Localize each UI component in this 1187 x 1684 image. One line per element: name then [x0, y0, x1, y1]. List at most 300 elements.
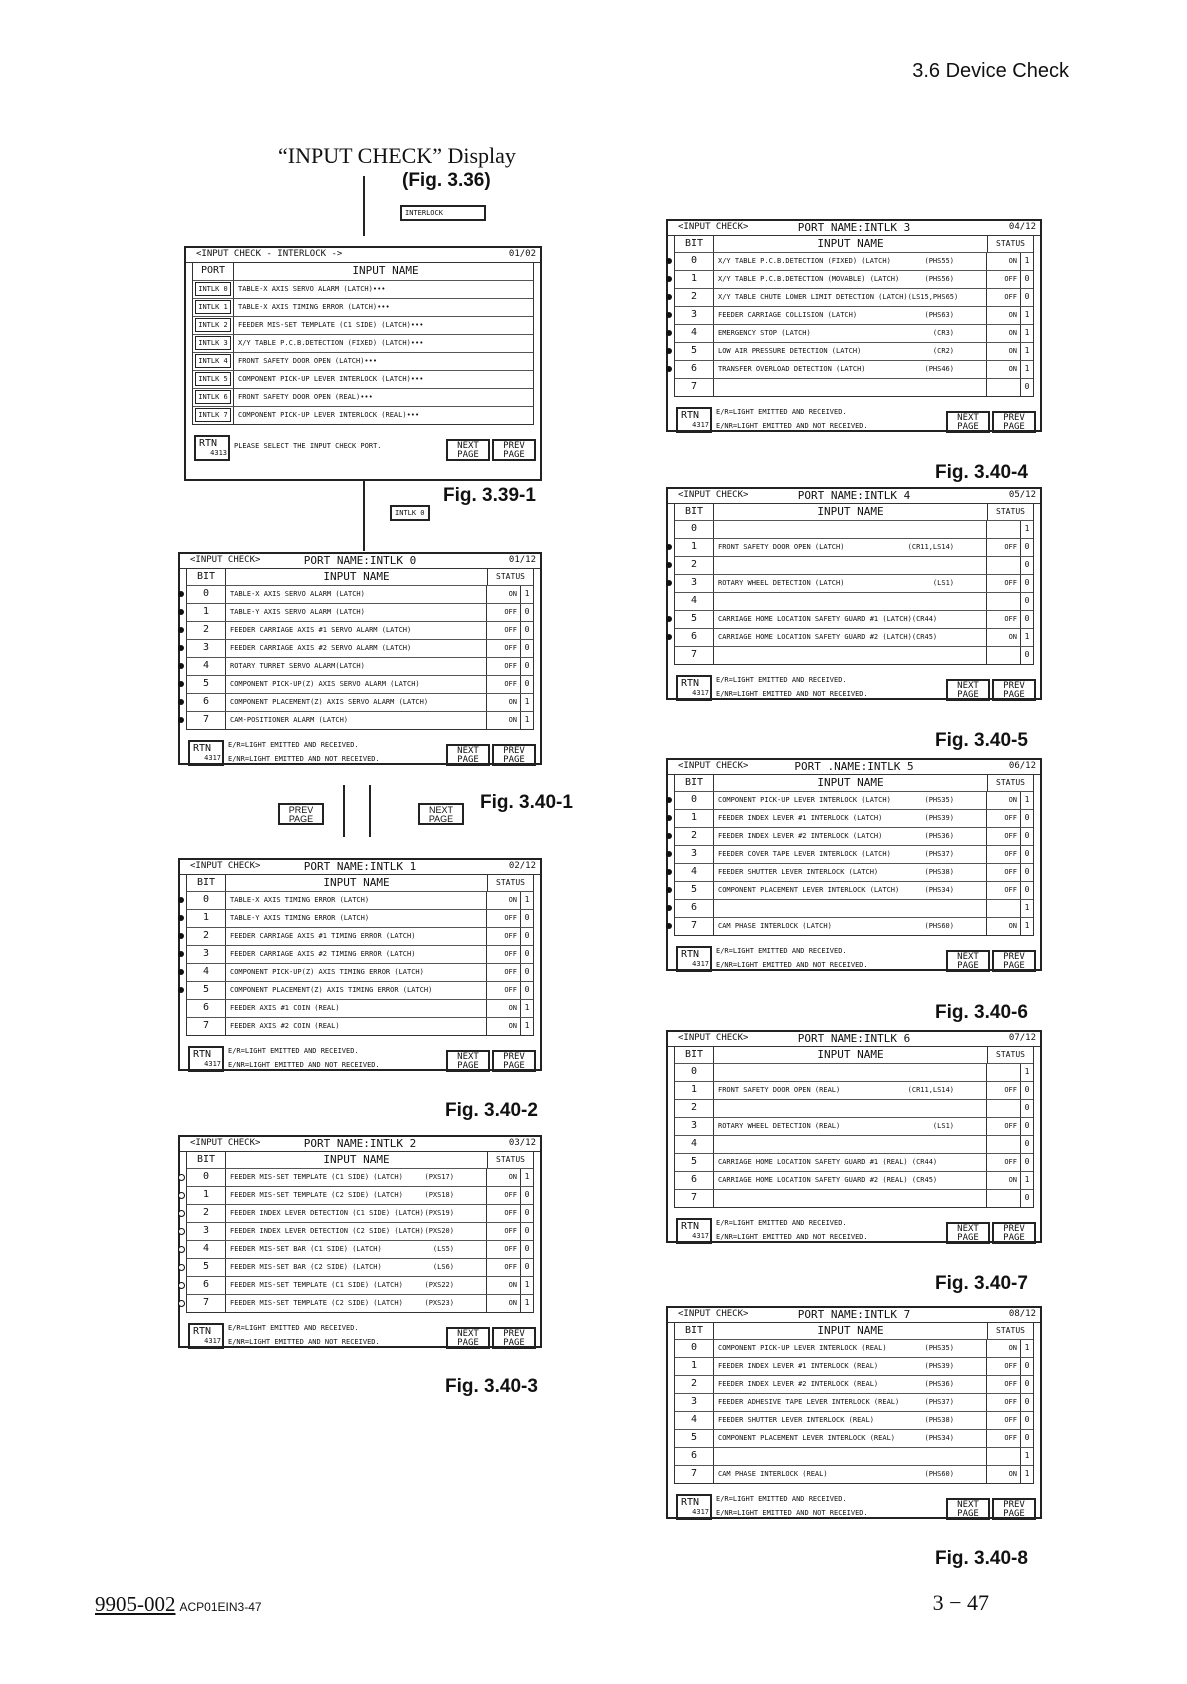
bit-cell: 0	[187, 586, 226, 603]
prev-page-button[interactable]: PREV PAGE	[492, 439, 536, 461]
value-cell: 0	[1024, 1397, 1030, 1406]
table-row	[187, 676, 533, 694]
legend-enr: E/NR=LIGHT EMITTED AND NOT RECEIVED.	[716, 1509, 868, 1517]
input-check-panel	[666, 487, 1042, 700]
sensor-code: (CR11,LS14)	[907, 1086, 954, 1094]
port-row[interactable]	[193, 371, 533, 389]
table-row	[675, 325, 1033, 343]
table-row	[675, 539, 1033, 557]
bit-cell: 5	[675, 343, 714, 360]
port-row[interactable]	[193, 407, 533, 424]
port-key[interactable]: INTLK 1	[193, 299, 234, 316]
panel-title: <INPUT CHECK>	[190, 1138, 261, 1148]
port-input-name: FRONT SAFETY DOOR OPEN (LATCH)•••	[238, 357, 378, 365]
status-cell: OFF	[987, 611, 1021, 628]
panel-header	[180, 554, 540, 569]
value-cell: 0	[524, 985, 530, 994]
table-row	[675, 521, 1033, 539]
prev-page-button[interactable]: PREV PAGE	[992, 679, 1036, 701]
panel-footer	[180, 1313, 540, 1355]
intlk0-key[interactable]: INTLK 0	[390, 505, 430, 521]
bullet-icon	[178, 681, 184, 687]
bit-cell: 1	[675, 1358, 714, 1375]
port-row[interactable]	[193, 317, 533, 335]
input-name-cell: FEEDER COVER TAPE LEVER INTERLOCK (LATCH) (PHS37)	[714, 846, 987, 863]
prev-page-button[interactable]: PREV PAGE	[992, 411, 1036, 433]
sensor-code: (PHS60)	[924, 1470, 954, 1478]
bullet-icon	[178, 987, 184, 993]
bullet-icon	[178, 951, 184, 957]
status-cell: OFF	[487, 1241, 521, 1258]
status-cell: OFF	[987, 575, 1021, 592]
rtn-button[interactable]: RTN 4317	[676, 675, 712, 701]
value-cell: 0	[524, 1208, 530, 1217]
port-row[interactable]	[193, 389, 533, 407]
table-row	[187, 1241, 533, 1259]
bit-cell: 2	[675, 1100, 714, 1117]
input-name-cell: EMERGENCY STOP (LATCH) (CR3)	[714, 325, 987, 342]
next-page-button[interactable]: NEXT PAGE	[946, 1222, 990, 1244]
status-cell: ON	[487, 1295, 521, 1312]
value-cell: 0	[1024, 1085, 1030, 1094]
panel-page: 01/02	[508, 249, 536, 259]
table-row	[675, 253, 1033, 271]
value-cell: 1	[1024, 1343, 1030, 1352]
table-row	[187, 1223, 533, 1241]
panel-footer	[668, 936, 1040, 978]
sensor-code: (LS1)	[932, 579, 954, 587]
input-name-cell: FEEDER MIS-SET TEMPLATE (C2 SIDE) (LATCH) (PXS23)	[226, 1295, 487, 1312]
input-name-cell: COMPONENT PLACEMENT LEVER INTERLOCK (REAL) (PHS34)	[714, 1430, 987, 1447]
table-row	[675, 1340, 1033, 1358]
sensor-code: (PHS36)	[924, 832, 954, 840]
sensor-code: (PXS22)	[424, 1281, 454, 1289]
value-cell: 0	[524, 1244, 530, 1253]
table-row	[675, 557, 1033, 575]
bit-cell: 7	[675, 379, 714, 396]
status-header: STATUS	[496, 878, 525, 887]
value-cell: 1	[1024, 256, 1030, 265]
panel-header	[668, 489, 1040, 504]
table-header	[675, 1323, 1033, 1340]
status-cell: ON	[487, 694, 521, 711]
input-name-cell: CARRIAGE HOME LOCATION SAFETY GUARD #2 (LATCH)(CR45)	[714, 629, 987, 646]
table-row	[675, 647, 1033, 664]
bit-cell: 2	[675, 1376, 714, 1393]
doc-code: ACP01EIN3-47	[179, 1600, 262, 1614]
fig-label-3-36: (Fig. 3.36)	[402, 170, 491, 191]
sensor-code: (PXS19)	[424, 1209, 454, 1217]
bit-cell: 7	[675, 1466, 714, 1483]
status-cell	[987, 593, 1021, 610]
sensor-code: (LS6)	[432, 1263, 454, 1271]
next-page-button[interactable]: NEXT PAGE	[946, 950, 990, 972]
table-row	[675, 593, 1033, 611]
status-cell: ON	[987, 343, 1021, 360]
input-name-cell: FEEDER INDEX LEVER #1 INTERLOCK (REAL) (PHS39)	[714, 1358, 987, 1375]
ring-icon	[178, 1174, 185, 1181]
table-header	[675, 1047, 1033, 1064]
table-header	[675, 504, 1033, 521]
input-name-cell: FEEDER AXIS #1 COIN (REAL)	[226, 1000, 487, 1017]
ring-icon	[178, 1228, 185, 1235]
bit-cell: 3	[675, 846, 714, 863]
port-key[interactable]: INTLK 6	[193, 389, 234, 406]
status-cell: OFF	[487, 910, 521, 927]
panel-page: 04/12	[1008, 222, 1036, 232]
legend-enr: E/NR=LIGHT EMITTED AND NOT RECEIVED.	[228, 1338, 380, 1346]
input-name-header: INPUT NAME	[714, 775, 988, 791]
bit-cell: 0	[187, 892, 226, 909]
next-page-button[interactable]: NEXT PAGE	[946, 1498, 990, 1520]
bullet-icon	[666, 312, 672, 318]
input-name-cell: FEEDER AXIS #2 COIN (REAL)	[226, 1018, 487, 1035]
status-cell: OFF	[987, 864, 1021, 881]
rtn-button[interactable]: RTN 4313	[194, 435, 230, 461]
table-row	[675, 1394, 1033, 1412]
table-row	[187, 622, 533, 640]
rtn-button[interactable]: RTN 4317	[676, 1494, 712, 1520]
input-name-cell: FEEDER MIS-SET TEMPLATE (C1 SIDE) (LATCH) (PXS17)	[226, 1169, 487, 1186]
bit-cell: 2	[675, 828, 714, 845]
input-name-cell	[714, 1100, 987, 1117]
table-row	[187, 586, 533, 604]
page-number: 3 − 47	[932, 1590, 989, 1615]
table-header	[187, 875, 533, 892]
input-name-cell: COMPONENT PICK-UP LEVER INTERLOCK (REAL) (PHS35)	[714, 1340, 987, 1357]
bullet-icon	[666, 580, 672, 586]
bit-cell: 7	[187, 1018, 226, 1035]
input-name-cell: FEEDER INDEX LEVER DETECTION (C1 SIDE) (LATCH) (PXS19)	[226, 1205, 487, 1222]
port-key[interactable]: INTLK 3	[193, 335, 234, 352]
prev-page-button[interactable]: PREV PAGE	[492, 744, 536, 766]
input-name-cell: X/Y TABLE CHUTE LOWER LIMIT DETECTION (LATCH)(LS15,PHS65)	[714, 289, 987, 306]
input-name-cell: COMPONENT PLACEMENT(Z) AXIS SERVO ALARM (LATCH)	[226, 694, 487, 711]
status-cell: OFF	[487, 622, 521, 639]
status-cell	[987, 1100, 1021, 1117]
rtn-button[interactable]: RTN 4317	[188, 1046, 224, 1072]
port-input-name: COMPONENT PICK-UP LEVER INTERLOCK (LATCH)•••	[238, 375, 424, 383]
input-name-cell: CAM PHASE INTERLOCK (LATCH) (PHS60)	[714, 918, 987, 935]
input-name-cell: FEEDER INDEX LEVER #1 INTERLOCK (LATCH) (PHS39)	[714, 810, 987, 827]
fig-label-3-40-7: Fig. 3.40-7	[935, 1273, 1028, 1294]
input-name-cell: FEEDER CARRIAGE COLLISION (LATCH) (PHS63)	[714, 307, 987, 324]
status-cell: OFF	[487, 928, 521, 945]
bit-cell: 1	[187, 910, 226, 927]
bit-cell: 4	[675, 325, 714, 342]
sensor-code: (PHS36)	[924, 1380, 954, 1388]
bit-cell: 2	[187, 622, 226, 639]
bit-cell: 7	[675, 647, 714, 664]
legend	[716, 673, 868, 701]
panel-footer	[668, 665, 1040, 707]
status-cell	[987, 647, 1021, 664]
value-cell: 1	[1024, 795, 1030, 804]
legend-enr: E/NR=LIGHT EMITTED AND NOT RECEIVED.	[716, 422, 868, 430]
table-row	[675, 882, 1033, 900]
bit-cell: 4	[187, 964, 226, 981]
ring-icon	[178, 1210, 185, 1217]
input-name-cell: FEEDER MIS-SET TEMPLATE (C2 SIDE) (LATCH) (PXS18)	[226, 1187, 487, 1204]
table-row	[675, 289, 1033, 307]
value-cell: 0	[524, 625, 530, 634]
value-cell: 0	[1024, 1361, 1030, 1370]
next-page-button[interactable]: NEXT PAGE	[446, 1050, 490, 1072]
next-page-button[interactable]: NEXT PAGE	[446, 439, 490, 461]
bullet-icon	[666, 276, 672, 282]
port-table-header	[193, 263, 533, 281]
input-name-cell: TABLE-X AXIS SERVO ALARM (LATCH)	[226, 586, 487, 603]
table-row	[675, 271, 1033, 289]
bullet-icon	[666, 869, 672, 875]
value-cell: 0	[524, 949, 530, 958]
table-row	[675, 379, 1033, 396]
table-row	[675, 918, 1033, 935]
status-cell: OFF	[487, 658, 521, 675]
prev-page-key[interactable]: PREV PAGE	[278, 803, 324, 825]
status-cell: ON	[487, 892, 521, 909]
prev-page-button[interactable]: PREV PAGE	[992, 950, 1036, 972]
port-key[interactable]: INTLK 4	[193, 353, 234, 370]
input-name-header: INPUT NAME	[714, 236, 988, 252]
port-name: PORT NAME:INTLK 1	[303, 860, 417, 873]
sensor-code: (CR2)	[932, 347, 954, 355]
input-name-header: INPUT NAME	[714, 504, 988, 520]
bit-cell: 5	[675, 1154, 714, 1171]
input-name-cell: ROTARY WHEEL DETECTION (LATCH) (LS1)	[714, 575, 987, 592]
bullet-icon	[666, 833, 672, 839]
port-input-name: FEEDER MIS-SET TEMPLATE (C1 SIDE) (LATCH)•••	[238, 321, 424, 329]
table-row	[187, 964, 533, 982]
display-title: “INPUT CHECK” Display	[278, 143, 516, 168]
bit-cell: 7	[187, 1295, 226, 1312]
bit-cell: 5	[675, 882, 714, 899]
sensor-code: (PHS35)	[924, 1344, 954, 1352]
bit-cell: 7	[675, 1190, 714, 1207]
sensor-code: (PHS38)	[924, 868, 954, 876]
input-name-cell	[714, 1064, 987, 1081]
port-name: PORT .NAME:INTLK 5	[794, 760, 914, 773]
prev-page-button[interactable]: PREV PAGE	[492, 1050, 536, 1072]
value-cell: 1	[1024, 903, 1030, 912]
status-cell: ON	[487, 1000, 521, 1017]
status-cell: ON	[987, 307, 1021, 324]
status-cell: OFF	[987, 539, 1021, 556]
port-input-name: TABLE-X AXIS TIMING ERROR (LATCH)•••	[238, 303, 390, 311]
status-cell: ON	[987, 1172, 1021, 1189]
bit-cell: 1	[187, 604, 226, 621]
status-cell: OFF	[987, 828, 1021, 845]
input-name-cell: COMPONENT PICK-UP LEVER INTERLOCK (LATCH) (PHS35)	[714, 792, 987, 809]
panel-page: 03/12	[508, 1138, 536, 1148]
status-cell	[987, 1136, 1021, 1153]
bit-header: BIT	[675, 236, 714, 252]
input-table	[674, 775, 1034, 936]
legend-er: E/R=LIGHT EMITTED AND RECEIVED.	[716, 947, 847, 955]
bit-cell: 6	[675, 1448, 714, 1465]
table-row	[187, 640, 533, 658]
port-key[interactable]: INTLK 5	[193, 371, 234, 388]
port-row[interactable]	[193, 335, 533, 353]
sensor-code: (PHS35)	[924, 796, 954, 804]
value-cell: 0	[1024, 542, 1030, 551]
status-cell: OFF	[987, 1118, 1021, 1135]
input-table	[186, 1152, 534, 1313]
bit-cell: 4	[675, 864, 714, 881]
bit-cell: 0	[675, 253, 714, 270]
rtn-button[interactable]: RTN 4317	[188, 740, 224, 766]
value-cell: 1	[524, 1003, 530, 1012]
bullet-icon	[178, 717, 184, 723]
table-row	[675, 1082, 1033, 1100]
status-cell: ON	[987, 1340, 1021, 1357]
input-name-cell: X/Y TABLE P.C.B.DETECTION (MOVABLE) (LATCH) (PHS56)	[714, 271, 987, 288]
legend-er: E/R=LIGHT EMITTED AND RECEIVED.	[228, 1324, 359, 1332]
rtn-button[interactable]: RTN 4317	[676, 1218, 712, 1244]
input-name-col-header: INPUT NAME	[352, 264, 419, 277]
legend-enr: E/NR=LIGHT EMITTED AND NOT RECEIVED.	[716, 1233, 868, 1241]
bit-header: BIT	[675, 1047, 714, 1063]
value-cell: 1	[524, 1021, 530, 1030]
port-row[interactable]	[193, 281, 533, 299]
table-row	[675, 864, 1033, 882]
status-header: STATUS	[996, 239, 1025, 248]
input-name-cell: COMPONENT PLACEMENT LEVER INTERLOCK (LATCH) (PHS34)	[714, 882, 987, 899]
input-check-panel	[666, 1306, 1042, 1519]
legend	[228, 1321, 380, 1349]
port-key[interactable]: INTLK 2	[193, 317, 234, 334]
bullet-icon	[666, 258, 672, 264]
input-check-panel	[666, 1030, 1042, 1243]
status-cell	[987, 1190, 1021, 1207]
sensor-code: (CR11,LS14)	[907, 543, 954, 551]
input-name-cell: FEEDER CARRIAGE AXIS #1 SERVO ALARM (LATCH)	[226, 622, 487, 639]
input-name-cell: ROTARY TURRET SERVO ALARM(LATCH)	[226, 658, 487, 675]
fig-label-3-40-5: Fig. 3.40-5	[935, 730, 1028, 751]
input-name-cell	[714, 1190, 987, 1207]
value-cell: 0	[1024, 1379, 1030, 1388]
value-cell: 0	[524, 661, 530, 670]
bit-header: BIT	[675, 504, 714, 520]
bit-header: BIT	[675, 775, 714, 791]
bit-cell: 3	[675, 1118, 714, 1135]
table-row	[187, 1295, 533, 1312]
input-name-header: INPUT NAME	[226, 1152, 488, 1168]
value-cell: 1	[524, 895, 530, 904]
value-cell: 0	[1024, 849, 1030, 858]
ring-icon	[178, 1300, 185, 1307]
input-table	[186, 875, 534, 1036]
sensor-code: (LS5)	[432, 1245, 454, 1253]
status-cell: OFF	[987, 1376, 1021, 1393]
value-cell: 1	[524, 1280, 530, 1289]
table-row	[187, 892, 533, 910]
input-name-cell	[714, 1448, 987, 1465]
port-row[interactable]	[193, 299, 533, 317]
bullet-icon	[666, 815, 672, 821]
sensor-code: (PXS23)	[424, 1299, 454, 1307]
value-cell: 0	[1024, 1415, 1030, 1424]
prev-page-button[interactable]: PREV PAGE	[992, 1222, 1036, 1244]
sensor-code: (PHS56)	[924, 275, 954, 283]
input-name-cell	[714, 900, 987, 917]
input-name-cell: FRONT SAFETY DOOR OPEN (LATCH) (CR11,LS14)	[714, 539, 987, 556]
legend	[716, 1216, 868, 1244]
input-name-cell: FEEDER CARRIAGE AXIS #1 TIMING ERROR (LATCH)	[226, 928, 487, 945]
status-cell: OFF	[487, 1187, 521, 1204]
value-cell: 1	[1024, 1469, 1030, 1478]
port-key[interactable]: INTLK 0	[193, 281, 234, 298]
rtn-button[interactable]: RTN 4317	[188, 1323, 224, 1349]
bit-cell: 6	[187, 1000, 226, 1017]
input-name-cell: TRANSFER OVERLOAD DETECTION (LATCH) (PHS46)	[714, 361, 987, 378]
value-cell: 1	[1024, 310, 1030, 319]
table-row	[187, 982, 533, 1000]
input-name-header: INPUT NAME	[226, 569, 488, 585]
next-page-button[interactable]: NEXT PAGE	[446, 744, 490, 766]
value-cell: 1	[1024, 1067, 1030, 1076]
table-row	[187, 1000, 533, 1018]
port-key[interactable]: INTLK 7	[193, 407, 234, 424]
bit-cell: 3	[675, 307, 714, 324]
ring-icon	[178, 1264, 185, 1271]
port-row[interactable]	[193, 353, 533, 371]
input-name-cell: FEEDER MIS-SET BAR (C2 SIDE) (LATCH) (LS6)	[226, 1259, 487, 1276]
bit-cell: 4	[187, 1241, 226, 1258]
status-cell: OFF	[487, 1205, 521, 1222]
port-name: PORT NAME:INTLK 6	[797, 1032, 911, 1045]
bit-cell: 0	[187, 1169, 226, 1186]
rtn-button[interactable]: RTN 4317	[676, 946, 712, 972]
status-header: STATUS	[996, 778, 1025, 787]
panel-title: <INPUT CHECK>	[678, 761, 749, 771]
sensor-code: (PHS55)	[924, 257, 954, 265]
input-name-cell: CARRIAGE HOME LOCATION SAFETY GUARD #1 (LATCH)(CR44)	[714, 611, 987, 628]
next-page-button[interactable]: NEXT PAGE	[946, 411, 990, 433]
input-name-cell	[714, 1136, 987, 1153]
input-name-cell: COMPONENT PICK-UP(Z) AXIS TIMING ERROR (LATCH)	[226, 964, 487, 981]
legend-er: E/R=LIGHT EMITTED AND RECEIVED.	[228, 1047, 359, 1055]
status-cell: OFF	[987, 1412, 1021, 1429]
status-cell: ON	[987, 1466, 1021, 1483]
prev-page-button[interactable]: PREV PAGE	[992, 1498, 1036, 1520]
prev-page-button[interactable]: PREV PAGE	[492, 1327, 536, 1349]
panel-title: <INPUT CHECK>	[678, 1309, 749, 1319]
interlock-key[interactable]: INTERLOCK	[400, 205, 486, 221]
status-cell: ON	[987, 361, 1021, 378]
panel-title: <INPUT CHECK>	[190, 555, 261, 565]
sensor-code: (PHS39)	[924, 814, 954, 822]
value-cell: 0	[1024, 867, 1030, 876]
status-cell: OFF	[987, 882, 1021, 899]
value-cell: 0	[524, 643, 530, 652]
bit-cell: 6	[675, 1172, 714, 1189]
bit-header: BIT	[675, 1323, 714, 1339]
rtn-button[interactable]: RTN 4317	[676, 407, 712, 433]
bit-cell: 3	[187, 640, 226, 657]
panel-footer	[180, 1036, 540, 1078]
table-row	[675, 1172, 1033, 1190]
next-page-button[interactable]: NEXT PAGE	[946, 679, 990, 701]
next-page-button[interactable]: NEXT PAGE	[446, 1327, 490, 1349]
bullet-icon	[178, 897, 184, 903]
table-row	[187, 1018, 533, 1035]
value-cell: 1	[1024, 1451, 1030, 1460]
status-cell: OFF	[987, 271, 1021, 288]
next-page-key[interactable]: NEXT PAGE	[418, 803, 464, 825]
value-cell: 0	[1024, 813, 1030, 822]
value-cell: 0	[1024, 1157, 1030, 1166]
